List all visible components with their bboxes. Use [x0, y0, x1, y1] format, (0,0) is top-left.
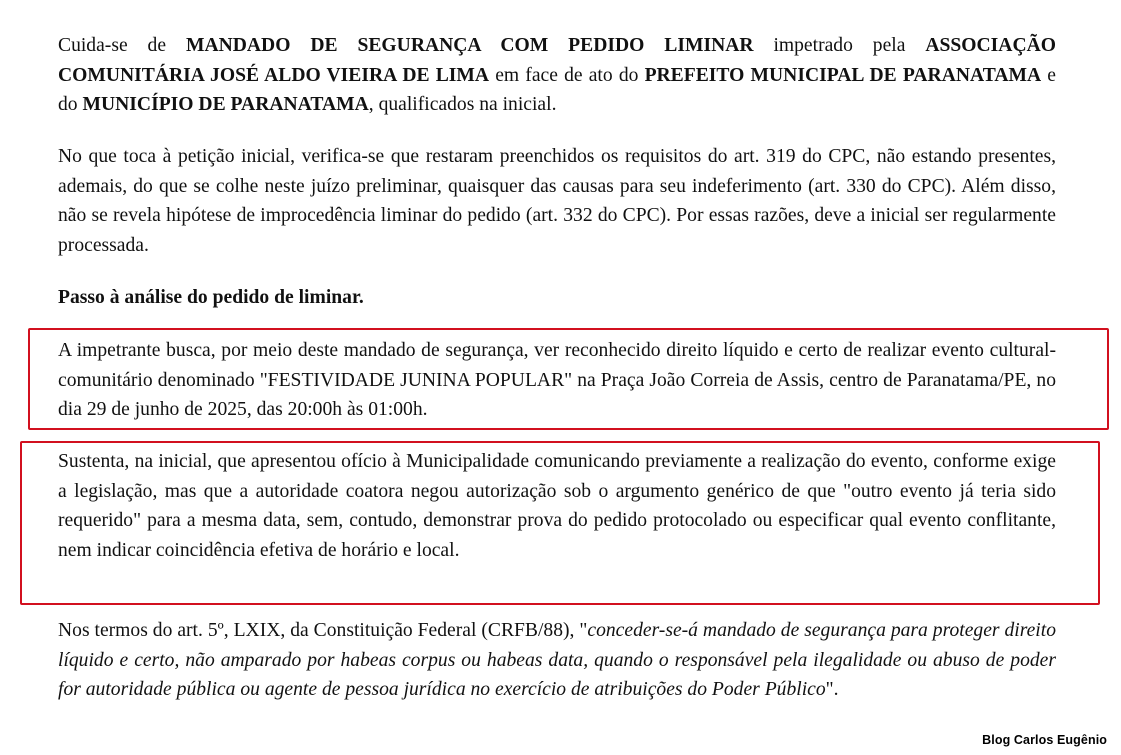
paragraph-constitution-quote: Nos termos do art. 5º, LXIX, da Constituição Federal (CRFB/88), "conceder-se-á mandado de segurança para proteger direito líquido e certo, não amparado por habeas corpus ou habeas data, quando o responsável pela ilegalidade ou abuso de poder for autoridade pública ou agente de pessoa jurídica no exercício de atribuições do Poder Público". — [58, 620, 1056, 700]
case-type-bold: MANDADO DE SEGURANÇA COM PEDIDO LIMINAR — [185, 35, 754, 56]
constitution-quote-italic: conceder-se-á mandado de segurança para proteger direito líquido e certo, não amparado por habeas corpus ou habeas data, quando o responsável pela ilegalidade ou abuso de poder for autoridade pública ou agente de pessoa jurídica no exercício de atribuições do Poder Público — [58, 620, 1056, 700]
watermark-blog: Blog Carlos Eugênio — [982, 733, 1107, 747]
respondent-mayor-bold: PREFEITO MUNICIPAL DE PARANATAMA — [644, 64, 1042, 86]
respondent-municipality-bold: MUNICÍPIO DE PARANATAMA — [82, 94, 369, 115]
paragraph-petition-analysis: No que toca à petição inicial, verifica-se que restaram preenchidos os requisitos do art. 319 do CPC, não estando presentes, ademais, do que se colhe neste juízo preliminar, quaisquer das causas para seu indeferimento (art. 330 do CPC). Além disso, não se revela hipótese de improcedência liminar do pedido (art. 332 do CPC). Por essas razões, deve a inicial ser regularmente processada. — [58, 146, 1056, 256]
paragraph-claim: A impetrante busca, por meio deste mandado de segurança, ver reconhecido direito líquido e certo de realizar evento cultural-comunitário denominado "FESTIVIDADE JUNINA POPULAR" na Praça João Correia de Assis, centro de Paranatama/PE, no dia 29 de junho de 2025, das 20:00h às 01:00h. — [58, 340, 1056, 420]
paragraph-argument: Sustenta, na inicial, que apresentou ofício à Municipalidade comunicando previamente a realização do evento, conforme exige a legislação, mas que a autoridade coatora negou autorização sob o argumento genérico de que "outro evento já teria sido requerido" para a mesma data, sem, contudo, demonstrar prova do pedido protocolado ou especificar qual evento conflitante, nem indicar coincidência efetiva de horário e local. — [58, 451, 1056, 561]
paragraph-case-intro: Cuida-se de MANDADO DE SEGURANÇA COM PEDIDO LIMINAR impetrado pela ASSOCIAÇÃO COMUNITÁRIA JOSÉ ALDO VIEIRA DE LIMA em face de ato do PREFEITO MUNICIPAL DE PARANATAMA e do MUNICÍPIO DE PARANATAMA, qualificados na inicial. — [58, 35, 1056, 115]
petitioner-name-bold: ASSOCIAÇÃO COMUNITÁRIA JOSÉ ALDO VIEIRA DE LIMA — [58, 35, 1056, 86]
paragraph-injunction-heading: Passo à análise do pedido de liminar. — [58, 287, 364, 308]
